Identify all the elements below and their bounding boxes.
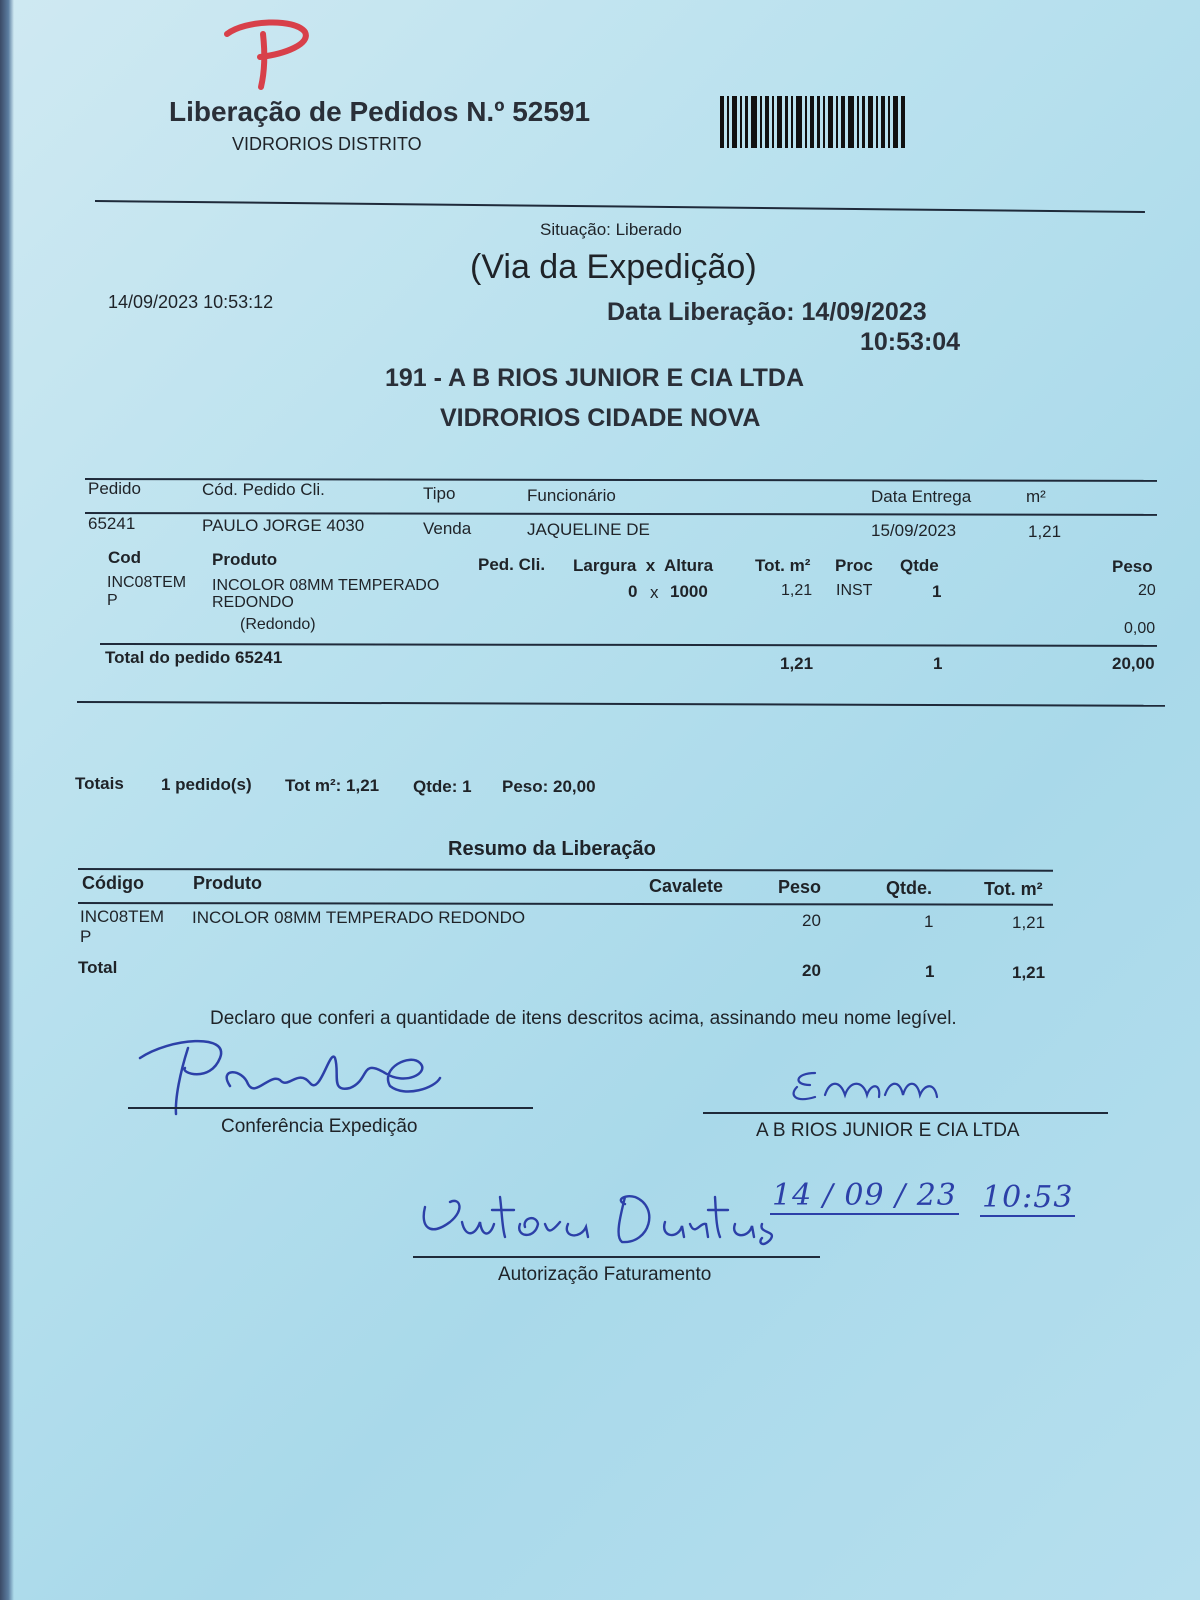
- resumo-title: Resumo da Liberação: [448, 838, 656, 860]
- resumo-qtde: 1: [924, 912, 934, 931]
- order-total-m2: 1,21: [780, 654, 814, 673]
- signature-line-autorizacao: [413, 1256, 820, 1258]
- order-funcionario: JAQUELINE DE: [527, 520, 650, 539]
- resumo-header-rule: [78, 902, 1053, 906]
- item-col-produto: Produto: [212, 550, 278, 569]
- item-largura: 0: [628, 582, 638, 601]
- order-client-code: PAULO JORGE 4030: [202, 516, 365, 535]
- resumo-col-cavalete: Cavalete: [649, 876, 724, 896]
- via-label: (Via da Expedição): [470, 248, 757, 286]
- order-table-header-rule: [85, 512, 1157, 515]
- signature-conferencia: [130, 1028, 460, 1118]
- resumo-produto: INCOLOR 08MM TEMPERADO REDONDO: [192, 908, 526, 927]
- item-altura: 1000: [670, 582, 708, 601]
- item-cod-line2: P: [107, 592, 118, 609]
- resumo-col-qtde: Qtde.: [886, 878, 933, 898]
- order-total-peso: 20,00: [1112, 654, 1155, 673]
- handwritten-time-value: 10:53: [982, 1180, 1074, 1215]
- resumo-codigo-line2: P: [80, 927, 92, 946]
- resumo-total-tot-m2: 1,21: [1012, 963, 1046, 982]
- col-data-entrega: Data Entrega: [871, 487, 972, 506]
- item-qtde: 1: [932, 582, 942, 601]
- item-col-tot-m2: Tot. m²: [755, 556, 811, 575]
- document-subtitle: VIDRORIOS DISTRITO: [232, 134, 422, 154]
- order-number: 65241: [88, 514, 136, 533]
- header-divider: [95, 200, 1145, 213]
- totais-tot-m2: Tot m²: 1,21: [285, 776, 380, 795]
- signature-client: [785, 1065, 965, 1110]
- resumo-col-tot-m2: Tot. m²: [984, 879, 1043, 899]
- resumo-tot-m2: 1,21: [1012, 913, 1046, 932]
- order-section-end-rule: [77, 701, 1165, 707]
- totais-peso: Peso: 20,00: [502, 777, 596, 796]
- declaration-text: Declaro que conferi a quantidade de itens descritos acima, assinando meu nome legível.: [210, 1008, 957, 1029]
- client-signature-label: A B RIOS JUNIOR E CIA LTDA: [756, 1120, 1020, 1141]
- item-cod-line1: INC08TEM: [107, 574, 187, 591]
- handwritten-date-value: 14 / 09 / 23: [772, 1178, 957, 1213]
- handwritten-time: [980, 1180, 1075, 1215]
- resumo-top-rule: [78, 868, 1053, 871]
- totais-label: Totais: [75, 774, 124, 793]
- totais-pedidos: 1 pedido(s): [161, 775, 252, 794]
- col-tipo: Tipo: [423, 484, 456, 503]
- item-col-cod: Cod: [108, 548, 142, 567]
- order-tipo: Venda: [423, 519, 472, 538]
- signature-autorizacao: [410, 1182, 790, 1262]
- col-funcionario: Funcionário: [527, 486, 616, 505]
- signature-line-conferencia: [128, 1107, 533, 1109]
- client-name: 191 - A B RIOS JUNIOR E CIA LTDA: [385, 364, 805, 392]
- barcode: [720, 96, 906, 148]
- item-produto-line3: (Redondo): [240, 616, 316, 633]
- item-tot-m2: 1,21: [781, 582, 813, 599]
- signature-line-client: [703, 1112, 1108, 1114]
- col-m2: m²: [1026, 487, 1046, 506]
- item-col-peso: Peso: [1112, 557, 1153, 576]
- order-total-rule: [100, 643, 1157, 646]
- page-edge: [0, 0, 14, 1600]
- item-produto-line2: REDONDO: [212, 594, 294, 611]
- printed-timestamp: 14/09/2023 10:53:12: [108, 292, 274, 312]
- item-x: x: [650, 583, 659, 602]
- resumo-col-peso: Peso: [778, 877, 822, 897]
- resumo-col-produto: Produto: [193, 873, 262, 893]
- client-store: VIDRORIOS CIDADE NOVA: [440, 404, 761, 432]
- resumo-peso: 20: [802, 911, 821, 930]
- order-total-label: Total do pedido 65241: [105, 648, 283, 667]
- item-col-proc: Proc: [835, 556, 873, 575]
- order-data-entrega: 15/09/2023: [871, 521, 957, 540]
- item-peso: 20: [1138, 582, 1156, 599]
- handwritten-date: [770, 1178, 959, 1213]
- item-col-ped-cli: Ped. Cli.: [478, 555, 546, 574]
- resumo-total-qtde: 1: [925, 962, 935, 981]
- col-pedido: Pedido: [88, 479, 141, 498]
- resumo-col-codigo: Código: [82, 873, 144, 893]
- resumo-codigo-line1: INC08TEM: [80, 907, 165, 926]
- totais-qtde: Qtde: 1: [413, 777, 472, 796]
- order-m2: 1,21: [1028, 522, 1062, 541]
- resumo-total-label: Total: [78, 958, 118, 977]
- resumo-total-peso: 20: [802, 961, 821, 980]
- item-proc: INST: [836, 582, 873, 599]
- item-col-qtde: Qtde: [900, 556, 939, 575]
- release-date: Data Liberação: 14/09/2023: [607, 298, 927, 326]
- item-peso-extra: 0,00: [1124, 620, 1156, 637]
- col-cod-pedido-cli: Cód. Pedido Cli.: [202, 480, 325, 499]
- item-col-largura-altura: Largura x Altura: [573, 556, 714, 575]
- item-produto-line1: INCOLOR 08MM TEMPERADO: [212, 577, 440, 594]
- document-title: Liberação de Pedidos N.º 52591: [169, 96, 591, 127]
- autorizacao-label: Autorização Faturamento: [498, 1264, 712, 1285]
- release-time: 10:53:04: [860, 328, 961, 356]
- conferencia-label: Conferência Expedição: [221, 1116, 418, 1137]
- red-p-mark: [215, 12, 315, 92]
- status-situacao: Situação: Liberado: [540, 220, 682, 239]
- order-total-qtde: 1: [933, 654, 943, 673]
